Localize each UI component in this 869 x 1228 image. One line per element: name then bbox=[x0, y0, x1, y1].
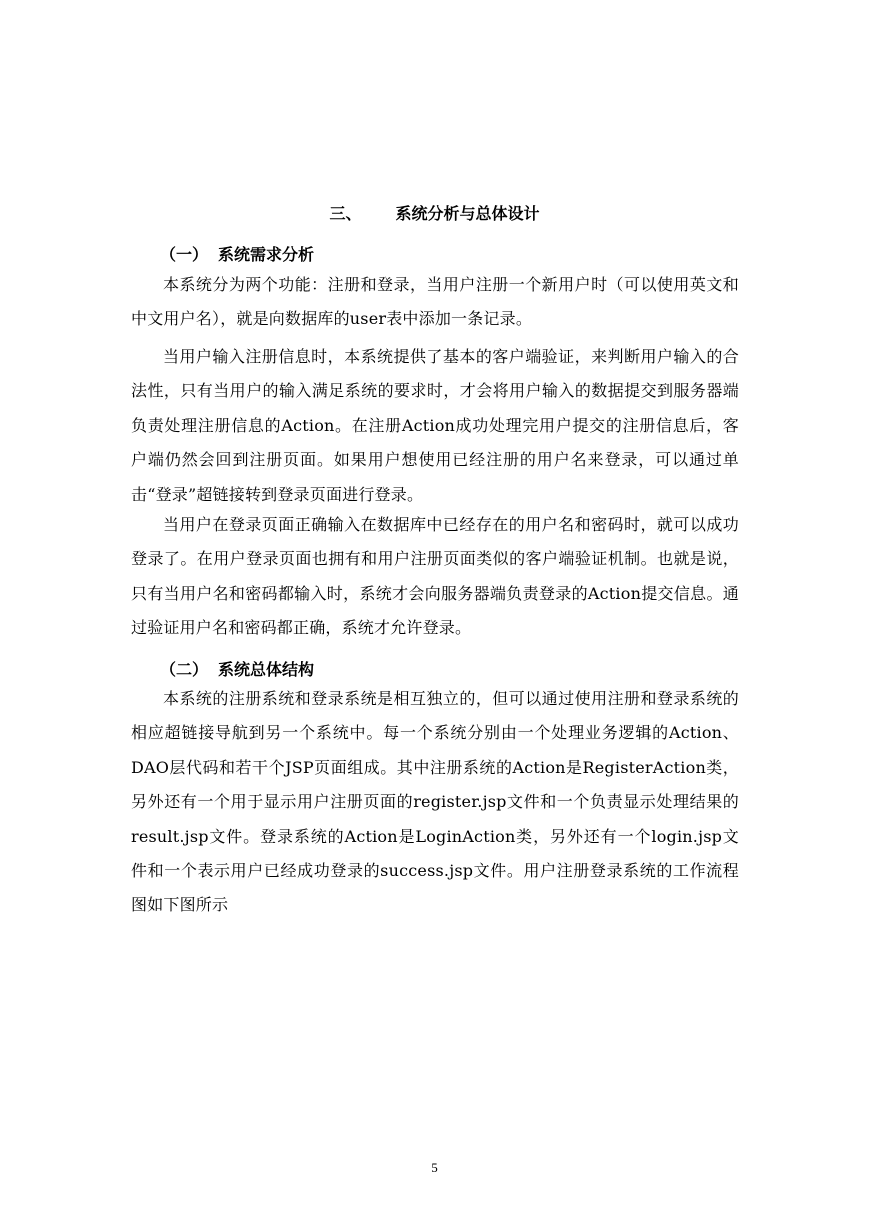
section-number: （二） bbox=[160, 660, 209, 679]
page-number: 5 bbox=[431, 1160, 438, 1175]
section-title: 系统总体结构 bbox=[218, 660, 315, 679]
chapter-title-text: 系统分析与总体设计 bbox=[395, 204, 540, 223]
paragraph-functions: 本系统分为两个功能：注册和登录，当用户注册一个新用户时（可以使用英文和中文用户名），就是向数据库的user表中添加一条记录。 bbox=[131, 275, 739, 329]
section-title: 系统需求分析 bbox=[218, 245, 315, 264]
paragraph-registration: 当用户输入注册信息时，本系统提供了基本的客户端验证，来判断用户输入的合法性，只有当用户的输入满足系统的要求时，才会将用户输入的数据提交到服务器端负责处理注册信息的Action。在注册Action成功处理完用户提交的注册信息后，客户端仍然会回到注册页面。如果用户想使用已经注册的用户名来登录，可以通过单击“登录”超链接转到登录页面进行登录。 bbox=[131, 347, 739, 504]
section-number: （一） bbox=[160, 245, 209, 264]
paragraph-login: 当用户在登录页面正确输入在数据库中已经存在的用户名和密码时，就可以成功登录了。在用户登录页面也拥有和用户注册页面类似的客户端验证机制。也就是说，只有当用户名和密码都输入时，系统才会向服务器端负责登录的Action提交信息。通过验证用户名和密码都正确，系统才允许登录。 bbox=[131, 515, 739, 638]
section-heading-requirements bbox=[160, 244, 314, 266]
chapter-number: 三、 bbox=[329, 204, 362, 223]
section-heading-structure bbox=[160, 659, 314, 681]
chapter-title bbox=[0, 203, 869, 225]
paragraph-structure: 本系统的注册系统和登录系统是相互独立的，但可以通过使用注册和登录系统的相应超链接导航到另一个系统中。每一个系统分别由一个处理业务逻辑的Action、DAO层代码和若干个JSP页面组成。其中注册系统的Action是RegisterAction类，另外还有一个用于显示用户注册页面的register.jsp文件和一个负责显示处理结果的result.jsp文件。登录系统的Action是LoginAction类，另外还有一个login.jsp文件和一个表示用户已经成功登录的success.jsp文件。用户注册登录系统的工作流程图如下图所示 bbox=[131, 689, 739, 915]
